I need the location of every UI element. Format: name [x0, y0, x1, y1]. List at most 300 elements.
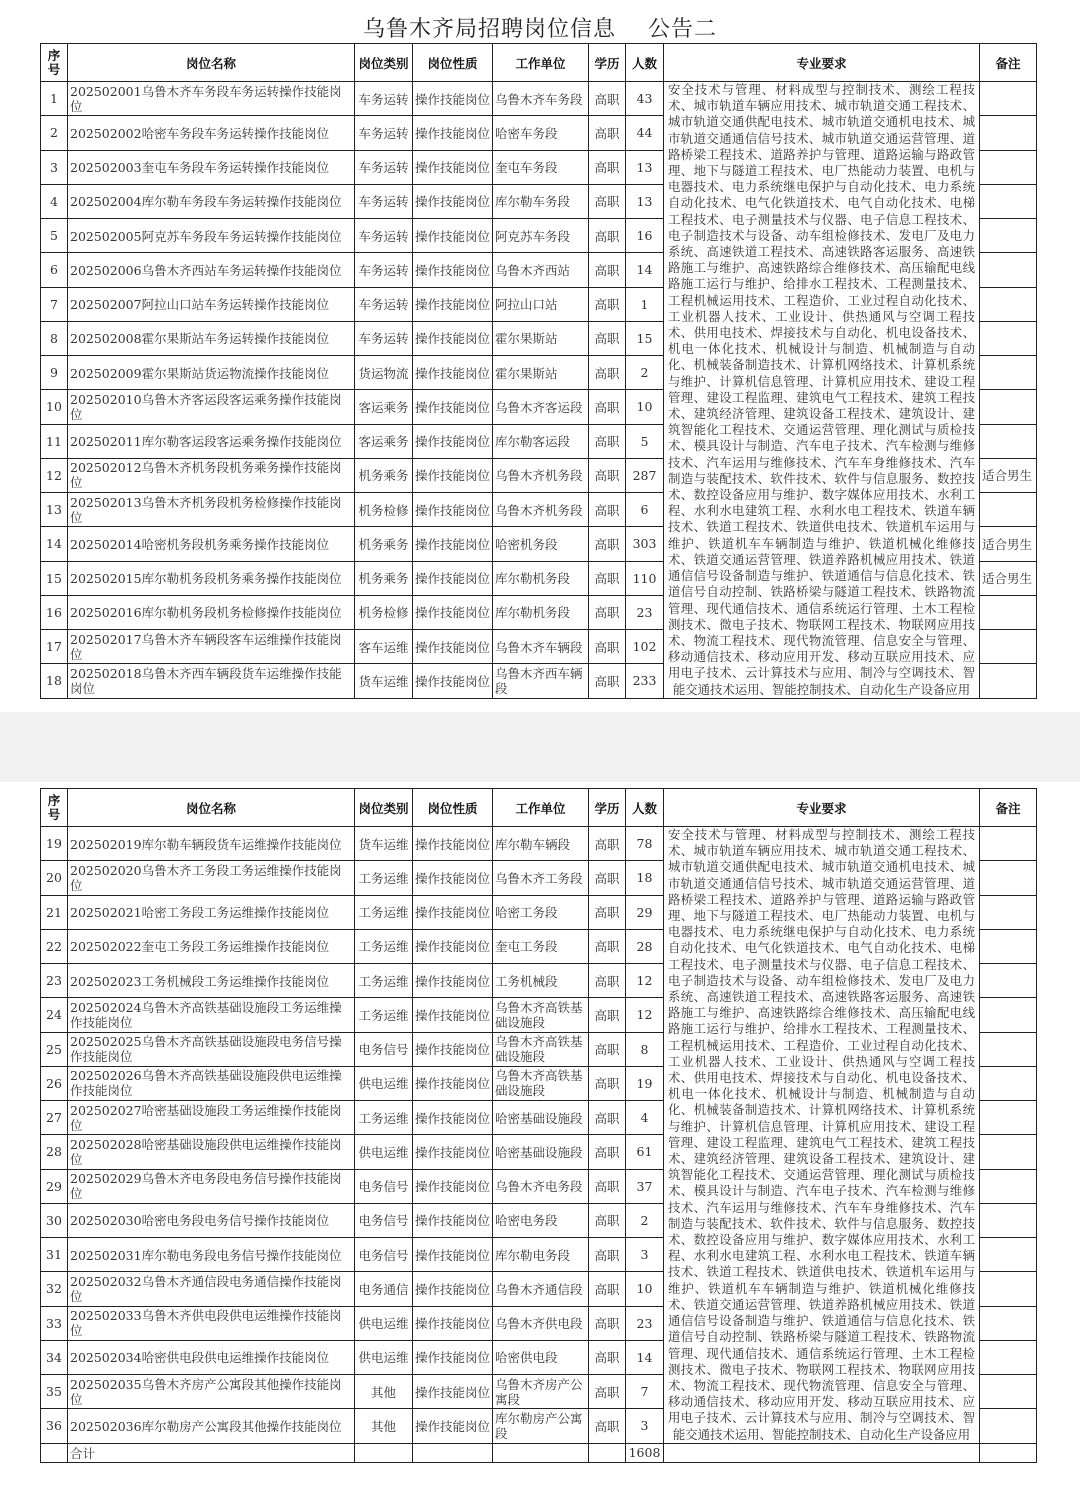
cell-remarks: 适合男生: [980, 561, 1037, 595]
cell-remarks: [980, 664, 1037, 698]
cell-seq: 20: [41, 861, 68, 895]
cell-unit: 乌鲁木齐工务段: [493, 861, 589, 895]
cell-count: 23: [626, 1306, 664, 1340]
header-row: [41, 789, 1037, 827]
cell-education: 高职: [589, 561, 626, 595]
cell-unit: 哈密供电段: [493, 1340, 589, 1374]
cell-seq: 28: [41, 1135, 68, 1169]
cell-count: 5: [626, 424, 664, 458]
cell-category: 车务运转: [355, 82, 413, 116]
recruitment-table-page-2: [40, 788, 1037, 1463]
cell-remarks: [980, 390, 1037, 424]
cell-position-name: 202502008霍尔果斯站车务运转操作技能岗位: [68, 321, 355, 355]
cell-count: 287: [626, 458, 664, 492]
cell-seq: 31: [41, 1238, 68, 1272]
cell-remarks: [980, 827, 1037, 861]
cell-remarks: [980, 424, 1037, 458]
cell-category: 机务乘务: [355, 561, 413, 595]
cell-remarks: [980, 1272, 1037, 1306]
cell-unit: 库尔勒车务段: [493, 184, 589, 218]
cell-nature: 操作技能岗位: [413, 493, 493, 527]
cell-nature: 操作技能岗位: [413, 595, 493, 629]
cell-nature: 操作技能岗位: [413, 1066, 493, 1100]
cell-education: 高职: [589, 1409, 626, 1443]
header-count: 人数: [626, 789, 664, 827]
cell-education: 高职: [589, 253, 626, 287]
cell-category: 工务运维: [355, 1101, 413, 1135]
cell-remarks: [980, 1135, 1037, 1169]
cell-position-name: 202502035乌鲁木齐房产公寓段其他操作技能岗位: [68, 1375, 355, 1409]
cell-seq: 21: [41, 895, 68, 929]
cell-position-name: 202502018乌鲁木齐西车辆段货车运维操作技能岗位: [68, 664, 355, 698]
cell-unit: 哈密车务段: [493, 116, 589, 150]
cell-education: 高职: [589, 1066, 626, 1100]
cell-position-name: 202502003奎屯车务段车务运转操作技能岗位: [68, 150, 355, 184]
recruitment-table-page-1: [40, 43, 1037, 699]
cell-count: 37: [626, 1169, 664, 1203]
cell-education: 高职: [589, 595, 626, 629]
cell-empty: [664, 1443, 980, 1462]
cell-nature: 操作技能岗位: [413, 664, 493, 698]
header-remarks: 备注: [980, 789, 1037, 827]
cell-education: 高职: [589, 630, 626, 664]
cell-nature: 操作技能岗位: [413, 150, 493, 184]
cell-count: 8: [626, 1032, 664, 1066]
cell-unit: 哈密基础设施段: [493, 1101, 589, 1135]
cell-seq: 29: [41, 1169, 68, 1203]
cell-position-name: 202502005阿克苏车务段车务运转操作技能岗位: [68, 219, 355, 253]
cell-education: 高职: [589, 356, 626, 390]
cell-unit: 库尔勒车辆段: [493, 827, 589, 861]
cell-nature: 操作技能岗位: [413, 1375, 493, 1409]
cell-count: 12: [626, 964, 664, 998]
cell-position-name: 202502006乌鲁木齐西站车务运转操作技能岗位: [68, 253, 355, 287]
cell-nature: 操作技能岗位: [413, 1340, 493, 1374]
cell-seq: 8: [41, 321, 68, 355]
cell-remarks: [980, 1203, 1037, 1237]
cell-nature: 操作技能岗位: [413, 184, 493, 218]
cell-unit: 乌鲁木齐通信段: [493, 1272, 589, 1306]
cell-unit: 乌鲁木齐车务段: [493, 82, 589, 116]
cell-position-name: 202502033乌鲁木齐供电段供电运维操作技能岗位: [68, 1306, 355, 1340]
cell-seq: 26: [41, 1066, 68, 1100]
cell-nature: 操作技能岗位: [413, 287, 493, 321]
cell-remarks: [980, 998, 1037, 1032]
cell-seq: 6: [41, 253, 68, 287]
cell-count: 10: [626, 1272, 664, 1306]
cell-education: 高职: [589, 664, 626, 698]
cell-category: 供电运维: [355, 1066, 413, 1100]
cell-seq: 9: [41, 356, 68, 390]
cell-category: 电务信号: [355, 1238, 413, 1272]
cell-nature: 操作技能岗位: [413, 1032, 493, 1066]
cell-count: 6: [626, 493, 664, 527]
cell-category: 机务乘务: [355, 527, 413, 561]
cell-position-name: 202502019库尔勒车辆段货车运维操作技能岗位: [68, 827, 355, 861]
cell-unit: 乌鲁木齐供电段: [493, 1306, 589, 1340]
cell-nature: 操作技能岗位: [413, 527, 493, 561]
cell-seq: 7: [41, 287, 68, 321]
cell-count: 233: [626, 664, 664, 698]
cell-remarks: [980, 493, 1037, 527]
cell-nature: 操作技能岗位: [413, 630, 493, 664]
cell-count: 61: [626, 1135, 664, 1169]
cell-count: 1: [626, 287, 664, 321]
cell-seq: 24: [41, 998, 68, 1032]
header-name: 岗位名称: [68, 44, 355, 82]
cell-nature: 操作技能岗位: [413, 561, 493, 595]
cell-position-name: 202502010乌鲁木齐客运段客运乘务操作技能岗位: [68, 390, 355, 424]
cell-nature: 操作技能岗位: [413, 1272, 493, 1306]
cell-education: 高职: [589, 1169, 626, 1203]
cell-category: 工务运维: [355, 929, 413, 963]
document-title: 乌鲁木齐局招聘岗位信息 公告二: [363, 17, 717, 42]
cell-education: 高职: [589, 1203, 626, 1237]
cell-education: 高职: [589, 527, 626, 561]
cell-seq: 34: [41, 1340, 68, 1374]
cell-count: 12: [626, 998, 664, 1032]
cell-education: 高职: [589, 964, 626, 998]
cell-nature: 操作技能岗位: [413, 827, 493, 861]
cell-seq: 25: [41, 1032, 68, 1066]
cell-category: 机务乘务: [355, 458, 413, 492]
cell-seq: 16: [41, 595, 68, 629]
cell-empty: [493, 1443, 589, 1462]
cell-seq: 18: [41, 664, 68, 698]
cell-remarks: [980, 1375, 1037, 1409]
cell-count: 43: [626, 82, 664, 116]
cell-count: 4: [626, 1101, 664, 1135]
cell-nature: 操作技能岗位: [413, 964, 493, 998]
cell-count: 303: [626, 527, 664, 561]
cell-position-name: 202502011库尔勒客运段客运乘务操作技能岗位: [68, 424, 355, 458]
cell-unit: 库尔勒房产公寓段: [493, 1409, 589, 1443]
cell-unit: 阿拉山口站: [493, 287, 589, 321]
cell-empty: [413, 1443, 493, 1462]
cell-requirements: 安全技术与管理、材料成型与控制技术、测绘工程技术、城市轨道车辆应用技术、城市轨道交通工程技术、城市轨道交通供配电技术、城市轨道交通机电技术、城市轨道交通通信信号技术、城市轨道交通运营管理、道路桥梁工程技术、道路养护与管理、道路运输与路政管理、地下与隧道工程技术、电厂热能动力装置、电机与电器技术、电力系统继电保护与自动化技术、电力系统自动化技术、电气化铁道技术、电气自动化技术、电梯工程技术、电子测量技术与仪器、电子信息工程技术、电子制造技术与设备、动车组检修技术、发电厂及电力系统、高速铁道工程技术、高速铁路客运服务、高速铁路施工与维护、高速铁路综合维修技术、高压输配电线路施工运行与维护、给排水工程技术、工程测量技术、工程机械运用技术、工程造价、工业过程自动化技术、工业机器人技术、工业设计、供热通风与空调工程技术、供用电技术、焊接技术与自动化、机电设备技术、机电一体化技术、机械设计与制造、机械制造与自动化、机械装备制造技术、计算机网络技术、计算机系统与维护、计算机信息管理、计算机应用技术、建设工程管理、建设工程监理、建筑电气工程技术、建筑工程技术、建筑经济管理、建筑设备工程技术、建筑设计、建筑智能化工程技术、交通运营管理、理化测试与质检技术、模具设计与制造、汽车电子技术、汽车检测与维修技术、汽车运用与维修技术、汽车车身维修技术、汽车制造与装配技术、软件技术、软件与信息服务、数控技术、数控设备应用与维护、数字媒体应用技术、水利工程、水利水电建筑工程、水利水电工程技术、铁道车辆技术、铁道工程技术、铁道供电技术、铁道机车运用与维护、铁道机车车辆制造与维护、铁道机械化维修技术、铁道交通运营管理、铁道养路机械应用技术、铁道通信信号设备制造与维护、铁道通信与信息化技术、铁道信号自动控制、铁路桥梁与隧道工程技术、铁路物流管理、现代通信技术、通信系统运行管理、土木工程检测技术、微电子技术、物联网工程技术、物联网应用技术、物流工程技术、现代物流管理、信息安全与管理、移动通信技术、移动应用开发、移动互联应用技术、应用电子技术、云计算技术与应用、制冷与空调技术、智能交通技术运用、智能控制技术、自动化生产设备应用: [664, 82, 980, 699]
cell-remarks: [980, 1032, 1037, 1066]
cell-position-name: 202502013乌鲁木齐机务段机务检修操作技能岗位: [68, 493, 355, 527]
cell-empty: [41, 1443, 68, 1462]
cell-position-name: 202502009霍尔果斯站货运物流操作技能岗位: [68, 356, 355, 390]
cell-position-name: 202502029乌鲁木齐电务段电务信号操作技能岗位: [68, 1169, 355, 1203]
cell-position-name: 202502025乌鲁木齐高铁基础设施段电务信号操作技能岗位: [68, 1032, 355, 1066]
cell-education: 高职: [589, 184, 626, 218]
cell-unit: 库尔勒机务段: [493, 595, 589, 629]
cell-position-name: 202502027哈密基础设施段工务运维操作技能岗位: [68, 1101, 355, 1135]
cell-seq: 12: [41, 458, 68, 492]
cell-count: 3: [626, 1409, 664, 1443]
cell-position-name: 202502023工务机械段工务运维操作技能岗位: [68, 964, 355, 998]
header-nature: 岗位性质: [413, 789, 493, 827]
header-education: 学历: [589, 44, 626, 82]
cell-education: 高职: [589, 998, 626, 1032]
cell-position-name: 202502021哈密工务段工务运维操作技能岗位: [68, 895, 355, 929]
cell-education: 高职: [589, 219, 626, 253]
cell-nature: 操作技能岗位: [413, 1203, 493, 1237]
cell-remarks: [980, 1409, 1037, 1443]
cell-remarks: [980, 895, 1037, 929]
cell-category: 车务运转: [355, 116, 413, 150]
cell-nature: 操作技能岗位: [413, 82, 493, 116]
cell-unit: 哈密基础设施段: [493, 1135, 589, 1169]
cell-count: 23: [626, 595, 664, 629]
cell-requirements: 安全技术与管理、材料成型与控制技术、测绘工程技术、城市轨道车辆应用技术、城市轨道交通工程技术、城市轨道交通供配电技术、城市轨道交通机电技术、城市轨道交通通信信号技术、城市轨道交通运营管理、道路桥梁工程技术、道路养护与管理、道路运输与路政管理、地下与隧道工程技术、电厂热能动力装置、电机与电器技术、电力系统继电保护与自动化技术、电力系统自动化技术、电气化铁道技术、电气自动化技术、电梯工程技术、电子测量技术与仪器、电子信息工程技术、电子制造技术与设备、动车组检修技术、发电厂及电力系统、高速铁道工程技术、高速铁路客运服务、高速铁路施工与维护、高速铁路综合维修技术、高压输配电线路施工运行与维护、给排水工程技术、工程测量技术、工程机械运用技术、工程造价、工业过程自动化技术、工业机器人技术、工业设计、供热通风与空调工程技术、供用电技术、焊接技术与自动化、机电设备技术、机电一体化技术、机械设计与制造、机械制造与自动化、机械装备制造技术、计算机网络技术、计算机系统与维护、计算机信息管理、计算机应用技术、建设工程管理、建设工程监理、建筑电气工程技术、建筑工程技术、建筑经济管理、建筑设备工程技术、建筑设计、建筑智能化工程技术、交通运营管理、理化测试与质检技术、模具设计与制造、汽车电子技术、汽车检测与维修技术、汽车运用与维修技术、汽车车身维修技术、汽车制造与装配技术、软件技术、软件与信息服务、数控技术、数控设备应用与维护、数字媒体应用技术、水利工程、水利水电建筑工程、水利水电工程技术、铁道车辆技术、铁道工程技术、铁道供电技术、铁道机车运用与维护、铁道机车车辆制造与维护、铁道机械化维修技术、铁道交通运营管理、铁道养路机械应用技术、铁道通信信号设备制造与维护、铁道通信与信息化技术、铁道信号自动控制、铁路桥梁与隧道工程技术、铁路物流管理、现代通信技术、通信系统运行管理、土木工程检测技术、微电子技术、物联网工程技术、物联网应用技术、物流工程技术、现代物流管理、信息安全与管理、移动通信技术、移动应用开发、移动互联应用技术、应用电子技术、云计算技术与应用、制冷与空调技术、智能交通技术运用、智能控制技术、自动化生产设备应用: [664, 827, 980, 1444]
cell-nature: 操作技能岗位: [413, 1306, 493, 1340]
cell-count: 13: [626, 150, 664, 184]
cell-unit: 哈密工务段: [493, 895, 589, 929]
cell-education: 高职: [589, 82, 626, 116]
cell-count: 29: [626, 895, 664, 929]
cell-count: 44: [626, 116, 664, 150]
header-category: 岗位类别: [355, 789, 413, 827]
cell-remarks: [980, 287, 1037, 321]
cell-unit: 乌鲁木齐高铁基础设施段: [493, 998, 589, 1032]
cell-nature: 操作技能岗位: [413, 861, 493, 895]
cell-remarks: 适合男生: [980, 458, 1037, 492]
cell-category: 车务运转: [355, 219, 413, 253]
cell-remarks: [980, 861, 1037, 895]
cell-position-name: 202502007阿拉山口站车务运转操作技能岗位: [68, 287, 355, 321]
cell-seq: 17: [41, 630, 68, 664]
cell-seq: 15: [41, 561, 68, 595]
cell-position-name: 202502016库尔勒机务段机务检修操作技能岗位: [68, 595, 355, 629]
header-unit: 工作单位: [493, 44, 589, 82]
cell-remarks: 适合男生: [980, 527, 1037, 561]
cell-education: 高职: [589, 390, 626, 424]
cell-remarks: [980, 116, 1037, 150]
cell-position-name: 202502031库尔勒电务段电务信号操作技能岗位: [68, 1238, 355, 1272]
cell-count: 78: [626, 827, 664, 861]
cell-nature: 操作技能岗位: [413, 321, 493, 355]
cell-count: 19: [626, 1066, 664, 1100]
cell-seq: 13: [41, 493, 68, 527]
cell-education: 高职: [589, 1306, 626, 1340]
total-label: 合计: [68, 1443, 355, 1462]
cell-nature: 操作技能岗位: [413, 116, 493, 150]
cell-unit: 奎屯工务段: [493, 929, 589, 963]
header-remarks: 备注: [980, 44, 1037, 82]
cell-unit: 乌鲁木齐机务段: [493, 458, 589, 492]
cell-category: 供电运维: [355, 1340, 413, 1374]
cell-position-name: 202502017乌鲁木齐车辆段客车运维操作技能岗位: [68, 630, 355, 664]
table-row: [41, 82, 1037, 116]
cell-category: 客运乘务: [355, 424, 413, 458]
cell-count: 14: [626, 1340, 664, 1374]
cell-education: 高职: [589, 1032, 626, 1066]
cell-remarks: [980, 1101, 1037, 1135]
table-row: [41, 827, 1037, 861]
cell-category: 工务运维: [355, 861, 413, 895]
cell-position-name: 202502028哈密基础设施段供电运维操作技能岗位: [68, 1135, 355, 1169]
cell-education: 高职: [589, 116, 626, 150]
cell-education: 高职: [589, 458, 626, 492]
cell-seq: 19: [41, 827, 68, 861]
cell-position-name: 202502030哈密电务段电务信号操作技能岗位: [68, 1203, 355, 1237]
cell-seq: 32: [41, 1272, 68, 1306]
cell-category: 电务通信: [355, 1272, 413, 1306]
cell-nature: 操作技能岗位: [413, 1238, 493, 1272]
cell-category: 供电运维: [355, 1306, 413, 1340]
cell-nature: 操作技能岗位: [413, 1169, 493, 1203]
cell-unit: 库尔勒电务段: [493, 1238, 589, 1272]
cell-seq: 5: [41, 219, 68, 253]
cell-count: 28: [626, 929, 664, 963]
cell-education: 高职: [589, 929, 626, 963]
cell-category: 工务运维: [355, 964, 413, 998]
header-requirements: 专业要求: [664, 44, 980, 82]
cell-education: 高职: [589, 1101, 626, 1135]
cell-seq: 4: [41, 184, 68, 218]
cell-unit: 乌鲁木齐车辆段: [493, 630, 589, 664]
cell-nature: 操作技能岗位: [413, 1101, 493, 1135]
cell-nature: 操作技能岗位: [413, 1409, 493, 1443]
cell-education: 高职: [589, 1340, 626, 1374]
cell-category: 工务运维: [355, 895, 413, 929]
cell-position-name: 202502036库尔勒房产公寓段其他操作技能岗位: [68, 1409, 355, 1443]
cell-remarks: [980, 929, 1037, 963]
cell-category: 供电运维: [355, 1135, 413, 1169]
cell-position-name: 202502002哈密车务段车务运转操作技能岗位: [68, 116, 355, 150]
cell-unit: 乌鲁木齐高铁基础设施段: [493, 1066, 589, 1100]
cell-nature: 操作技能岗位: [413, 458, 493, 492]
cell-position-name: 202502015库尔勒机务段机务乘务操作技能岗位: [68, 561, 355, 595]
header-education: 学历: [589, 789, 626, 827]
cell-remarks: [980, 1066, 1037, 1100]
header-seq: 序号: [41, 44, 68, 82]
cell-seq: 14: [41, 527, 68, 561]
cell-unit: 奎屯车务段: [493, 150, 589, 184]
cell-count: 102: [626, 630, 664, 664]
cell-education: 高职: [589, 493, 626, 527]
cell-remarks: [980, 253, 1037, 287]
cell-education: 高职: [589, 1272, 626, 1306]
cell-seq: 33: [41, 1306, 68, 1340]
cell-unit: 阿克苏车务段: [493, 219, 589, 253]
cell-count: 15: [626, 321, 664, 355]
cell-unit: 哈密机务段: [493, 527, 589, 561]
cell-empty: [980, 1443, 1037, 1462]
header-row: [41, 44, 1037, 82]
cell-remarks: [980, 356, 1037, 390]
cell-remarks: [980, 1306, 1037, 1340]
cell-remarks: [980, 1340, 1037, 1374]
cell-count: 2: [626, 356, 664, 390]
cell-category: 车务运转: [355, 321, 413, 355]
cell-count: 10: [626, 390, 664, 424]
cell-unit: 乌鲁木齐电务段: [493, 1169, 589, 1203]
cell-empty: [589, 1443, 626, 1462]
cell-seq: 35: [41, 1375, 68, 1409]
cell-unit: 霍尔果斯站: [493, 356, 589, 390]
cell-category: 货车运维: [355, 664, 413, 698]
cell-seq: 11: [41, 424, 68, 458]
cell-education: 高职: [589, 861, 626, 895]
cell-education: 高职: [589, 1375, 626, 1409]
cell-category: 电务信号: [355, 1032, 413, 1066]
cell-seq: 36: [41, 1409, 68, 1443]
cell-category: 电务信号: [355, 1169, 413, 1203]
cell-education: 高职: [589, 424, 626, 458]
cell-position-name: 202502034哈密供电段供电运维操作技能岗位: [68, 1340, 355, 1374]
cell-nature: 操作技能岗位: [413, 1135, 493, 1169]
cell-remarks: [980, 150, 1037, 184]
cell-count: 7: [626, 1375, 664, 1409]
cell-remarks: [980, 1238, 1037, 1272]
cell-seq: 1: [41, 82, 68, 116]
cell-remarks: [980, 219, 1037, 253]
cell-count: 110: [626, 561, 664, 595]
cell-unit: 哈密电务段: [493, 1203, 589, 1237]
cell-category: 货运物流: [355, 356, 413, 390]
cell-category: 机务检修: [355, 595, 413, 629]
cell-category: 工务运维: [355, 998, 413, 1032]
cell-seq: 30: [41, 1203, 68, 1237]
header-unit: 工作单位: [493, 789, 589, 827]
cell-position-name: 202502022奎屯工务段工务运维操作技能岗位: [68, 929, 355, 963]
cell-unit: 库尔勒机务段: [493, 561, 589, 595]
cell-position-name: 202502014哈密机务段机务乘务操作技能岗位: [68, 527, 355, 561]
cell-category: 其他: [355, 1409, 413, 1443]
cell-count: 14: [626, 253, 664, 287]
cell-seq: 27: [41, 1101, 68, 1135]
cell-nature: 操作技能岗位: [413, 253, 493, 287]
cell-empty: [355, 1443, 413, 1462]
cell-position-name: 202502020乌鲁木齐工务段工务运维操作技能岗位: [68, 861, 355, 895]
cell-unit: 乌鲁木齐高铁基础设施段: [493, 1032, 589, 1066]
cell-seq: 2: [41, 116, 68, 150]
cell-position-name: 202502024乌鲁木齐高铁基础设施段工务运维操作技能岗位: [68, 998, 355, 1032]
page-separator: [0, 712, 1080, 782]
total-count: 1608: [626, 1443, 664, 1462]
cell-count: 3: [626, 1238, 664, 1272]
cell-remarks: [980, 184, 1037, 218]
cell-nature: 操作技能岗位: [413, 356, 493, 390]
cell-unit: 乌鲁木齐客运段: [493, 390, 589, 424]
cell-nature: 操作技能岗位: [413, 424, 493, 458]
total-row: [41, 1443, 1037, 1462]
cell-education: 高职: [589, 827, 626, 861]
header-nature: 岗位性质: [413, 44, 493, 82]
cell-position-name: 202502026乌鲁木齐高铁基础设施段供电运维操作技能岗位: [68, 1066, 355, 1100]
cell-unit: 乌鲁木齐西站: [493, 253, 589, 287]
cell-nature: 操作技能岗位: [413, 895, 493, 929]
cell-position-name: 202502004库尔勒车务段车务运转操作技能岗位: [68, 184, 355, 218]
cell-position-name: 202502001乌鲁木齐车务段车务运转操作技能岗位: [68, 82, 355, 116]
cell-education: 高职: [589, 287, 626, 321]
cell-category: 电务信号: [355, 1203, 413, 1237]
cell-unit: 库尔勒客运段: [493, 424, 589, 458]
cell-nature: 操作技能岗位: [413, 390, 493, 424]
cell-category: 货车运维: [355, 827, 413, 861]
cell-nature: 操作技能岗位: [413, 998, 493, 1032]
cell-education: 高职: [589, 895, 626, 929]
cell-category: 客车运维: [355, 630, 413, 664]
cell-count: 13: [626, 184, 664, 218]
cell-unit: 霍尔果斯站: [493, 321, 589, 355]
header-category: 岗位类别: [355, 44, 413, 82]
cell-nature: 操作技能岗位: [413, 929, 493, 963]
cell-education: 高职: [589, 150, 626, 184]
cell-nature: 操作技能岗位: [413, 219, 493, 253]
cell-category: 车务运转: [355, 287, 413, 321]
cell-seq: 3: [41, 150, 68, 184]
cell-position-name: 202502012乌鲁木齐机务段机务乘务操作技能岗位: [68, 458, 355, 492]
cell-unit: 乌鲁木齐房产公寓段: [493, 1375, 589, 1409]
cell-category: 机务检修: [355, 493, 413, 527]
cell-category: 车务运转: [355, 253, 413, 287]
cell-seq: 10: [41, 390, 68, 424]
